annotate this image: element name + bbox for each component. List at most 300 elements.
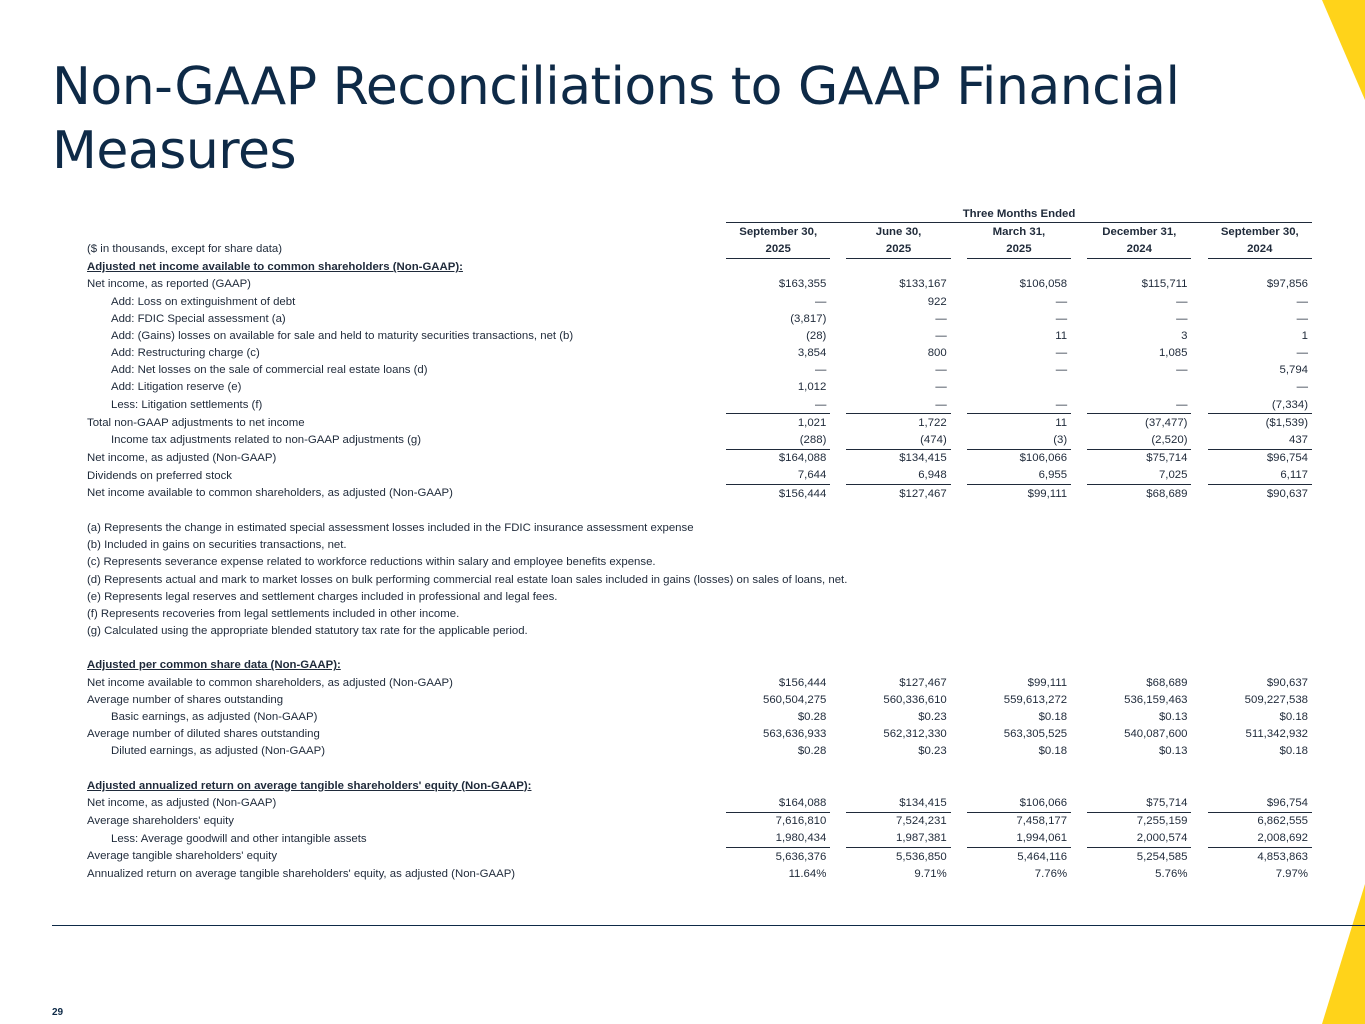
value-cell: $0.28 [797,711,827,724]
table-row [84,276,1312,293]
column-gap [830,467,846,485]
units-label: ($ in thousands, except for share data) [87,243,283,256]
table-row [84,449,1312,467]
page-number: 29 [52,1007,64,1018]
column-gap [830,240,846,258]
column-gap [1191,743,1207,760]
yellow-accent-bottom [1322,884,1365,1024]
value-cell: 5.76% [1155,867,1188,880]
footer-rule [52,925,1365,926]
row-label: Add: Litigation reserve (e) [111,381,242,394]
value-cell: 6,862,555 [1257,815,1308,828]
value-cell: (474) [846,431,950,449]
row-label: Add: Net losses on the sale of commercial real estate loans (d) [111,364,428,377]
column-gap [951,847,967,865]
value-cell: 7,025 [1087,467,1191,485]
value-cell: $0.23 [918,711,947,724]
column-gap [1071,431,1087,449]
value-cell: 437 [1208,431,1312,449]
reconciliation-table [84,205,1312,882]
value-cell: 5,254,585 [1136,850,1188,863]
column-gap [951,830,967,848]
row-label: Net income, as adjusted (Non-GAAP) [87,451,277,464]
row-label: Add: (Gains) losses on available for sale and held to maturity securities transactions, net (b) [111,329,574,342]
column-gap [1071,812,1087,830]
value-cell: $156,444 [778,676,827,689]
value-cell: $133,167 [899,278,947,291]
value-cell: 922 [927,295,947,308]
column-gap [830,726,846,743]
value-cell: (28) [806,329,827,342]
column-gap [951,865,967,882]
value-cell: — [1296,381,1308,394]
column-gap [1071,794,1087,812]
value-cell: $0.23 [918,745,947,758]
value-cell: 1,994,061 [967,830,1071,848]
table-row [84,327,1312,344]
column-gap [951,396,967,414]
table-row [84,726,1312,743]
value-cell: 7,616,810 [775,815,827,828]
value-cell: — [935,312,947,325]
value-cell: — [935,381,947,394]
value-cell: $68,689 [1146,487,1188,500]
section-heading-row [84,657,1312,674]
column-gap [830,414,846,432]
value-cell: — [846,396,950,414]
column-gap [951,674,967,691]
footnote: (g) Calculated using the appropriate blended statutory tax rate for the applicable period. [87,625,528,638]
value-cell: — [1055,364,1068,377]
header-spacer [84,223,726,241]
row-label: Net income, as adjusted (Non-GAAP) [87,797,277,810]
column-gap [1071,414,1087,432]
column-gap [830,743,846,760]
column-gap [1191,276,1207,293]
row-label: Basic earnings, as adjusted (Non-GAAP) [111,711,318,724]
column-gap [1071,674,1087,691]
column-gap [1191,449,1207,467]
column-gap [830,396,846,414]
value-cell: $0.18 [1038,745,1068,758]
row-label: Average number of diluted shares outstanding [87,728,320,741]
value-cell: 5,464,116 [1017,850,1068,863]
footnote-row [84,571,1312,588]
value-cell: 6,948 [846,467,950,485]
value-cell: 3,854 [797,347,827,360]
column-gap [951,431,967,449]
value-cell [967,379,1071,396]
value-cell: 7.97% [1275,867,1308,880]
column-gap [951,276,967,293]
column-gap [1071,310,1087,327]
column-gap [951,708,967,725]
table-row [84,691,1312,708]
column-gap [1191,310,1207,327]
value-cell: 11 [1055,329,1068,342]
period-month: September 30, [1220,225,1299,238]
column-gap [1071,345,1087,362]
table-row [84,293,1312,310]
value-cell: (3) [967,431,1071,449]
footnote: (e) Represents legal reserves and settlement charges included in professional and legal fees. [87,590,558,603]
value-cell: 536,159,463 [1124,693,1188,706]
value-cell: $163,355 [778,278,827,291]
column-gap [1071,726,1087,743]
value-cell: 563,636,933 [763,728,827,741]
value-cell: 6,955 [967,467,1071,485]
value-cell: $164,088 [726,794,830,812]
column-gap [1191,345,1207,362]
column-gap [1071,276,1087,293]
value-cell: — [1055,295,1068,308]
table-row [84,345,1312,362]
value-cell: $97,856 [1266,278,1308,291]
value-cell: 9.71% [914,867,947,880]
row-label: Add: FDIC Special assessment (a) [111,312,286,325]
value-cell: 1,085 [1158,347,1188,360]
period-year: 2024 [1208,240,1312,258]
value-cell: 1,987,381 [846,830,950,848]
value-cell: 559,613,272 [1003,693,1068,706]
value-cell: — [1296,347,1308,360]
value-cell: — [814,364,827,377]
value-cell: — [726,396,830,414]
table-row [84,362,1312,379]
column-gap [951,345,967,362]
value-cell: 2,008,692 [1208,830,1312,848]
column-gap [951,327,967,344]
column-gap [1191,240,1207,258]
value-cell: 5,794 [1279,364,1308,377]
spacer [84,502,1312,519]
value-cell: $0.13 [1158,745,1188,758]
column-gap [951,362,967,379]
column-gap [1191,327,1207,344]
value-cell: — [1296,312,1308,325]
value-cell: $0.18 [1279,711,1308,724]
value-cell: 509,227,538 [1244,693,1308,706]
value-cell: $96,754 [1208,794,1312,812]
value-cell: 1,012 [797,381,827,394]
value-cell: 540,087,600 [1124,728,1188,741]
value-cell [1087,379,1191,396]
row-label: Average number of shares outstanding [87,693,284,706]
column-gap [830,794,846,812]
column-gap [1071,379,1087,396]
table-row [84,794,1312,812]
column-gap [830,830,846,848]
column-gap [830,379,846,396]
column-gap [951,691,967,708]
column-gap [830,276,846,293]
value-cell: 5,636,376 [775,850,827,863]
value-cell: — [1087,396,1191,414]
row-label: Net income, as reported (GAAP) [87,278,251,291]
table-row [84,865,1312,882]
spacer [84,640,1312,657]
section-heading-row [84,777,1312,794]
value-cell: 7,644 [726,467,830,485]
column-gap [1071,223,1087,241]
column-gap [1191,396,1207,414]
page-title: Non-GAAP Reconciliations to GAAP Financial Measures [52,57,1180,181]
column-gap [1191,726,1207,743]
value-cell: (3,817) [790,312,827,325]
table-row [84,674,1312,691]
row-label: Less: Litigation settlements (f) [111,398,263,411]
table-row [84,830,1312,848]
value-cell: — [1055,347,1068,360]
column-gap [1071,830,1087,848]
value-cell: 11.64% [788,867,827,880]
value-cell: $134,415 [899,452,947,465]
value-cell: — [1176,364,1188,377]
value-cell: 563,305,525 [1003,728,1068,741]
column-gap [1191,431,1207,449]
column-gap [1191,708,1207,725]
footnote: (d) Represents actual and mark to market losses on bulk performing commercial real estate loan sales included in gains (losses) on sales of loans, net. [87,573,848,586]
column-gap [951,240,967,258]
value-cell: 560,504,275 [763,693,827,706]
value-cell: $106,066 [967,794,1071,812]
value-cell: 6,117 [1208,467,1312,485]
value-cell: $156,444 [778,487,827,500]
period-year: 2025 [726,240,830,258]
section-heading: Adjusted per common share data (Non-GAAP): [87,659,341,672]
value-cell: $75,714 [1146,452,1188,465]
column-gap [1191,293,1207,310]
row-label: Annualized return on average tangible shareholders' equity, as adjusted (Non-GAAP) [87,867,516,880]
period-month: December 31, [1102,225,1177,238]
value-cell: $127,467 [899,676,947,689]
row-label: Net income available to common shareholders, as adjusted (Non-GAAP) [87,487,453,500]
column-gap [830,362,846,379]
value-cell: ($1,539) [1265,416,1308,429]
value-cell: 7,458,177 [1016,815,1068,828]
spacer-row [84,640,1312,657]
row-label: Total non-GAAP adjustments to net income [87,416,305,429]
row-label: Average tangible shareholders' equity [87,850,278,863]
table-row [84,431,1312,449]
column-gap [951,794,967,812]
value-cell: $106,066 [1019,452,1068,465]
footnote: (b) Included in gains on securities transactions, net. [87,539,347,552]
footnote-row [84,519,1312,536]
table-row [84,485,1312,503]
table-row [84,414,1312,432]
footnote-row [84,537,1312,554]
section-heading: Adjusted annualized return on average tangible shareholders' equity (Non-GAAP): [87,779,532,792]
value-cell: — [814,295,827,308]
table-row [84,847,1312,865]
header-spacer [84,205,726,223]
column-gap [1191,414,1207,432]
column-gap [1191,379,1207,396]
column-gap [1071,743,1087,760]
value-cell: 7,255,159 [1136,815,1188,828]
column-gap [1191,691,1207,708]
column-gap [951,812,967,830]
header-year-row [84,240,1312,258]
table-row [84,396,1312,414]
value-cell: — [1055,398,1068,411]
value-cell: — [1055,312,1068,325]
value-cell: — [935,364,947,377]
column-gap [830,345,846,362]
yellow-accent-top [1322,0,1365,100]
value-cell: 7,524,231 [896,815,947,828]
value-cell: 1,722 [918,416,947,429]
column-gap [1191,847,1207,865]
column-gap [830,293,846,310]
period-year: 2024 [1087,240,1191,258]
column-gap [1191,812,1207,830]
column-gap [830,223,846,241]
value-cell: (7,334) [1208,396,1312,414]
column-gap [1071,691,1087,708]
column-gap [830,310,846,327]
value-cell: $96,754 [1266,452,1308,465]
value-cell: $68,689 [1146,676,1188,689]
row-label: Dividends on preferred stock [87,469,232,482]
value-cell: $164,088 [778,452,827,465]
column-gap [1191,223,1207,241]
column-gap [951,485,967,503]
value-cell: (37,477) [1145,416,1188,429]
spacer-row [84,760,1312,777]
column-gap [1071,293,1087,310]
column-gap [1071,708,1087,725]
value-cell: 560,336,610 [883,693,947,706]
value-cell: 7.76% [1034,867,1068,880]
footnote-row [84,554,1312,571]
row-label: Less: Average goodwill and other intangible assets [111,832,367,845]
column-gap [1071,240,1087,258]
value-cell: $90,637 [1266,676,1308,689]
value-cell: 562,312,330 [883,728,947,741]
table-row [84,708,1312,725]
column-gap [951,467,967,485]
column-gap [830,449,846,467]
column-gap [830,708,846,725]
row-label: Net income available to common shareholders, as adjusted (Non-GAAP) [87,676,453,689]
column-gap [1191,865,1207,882]
value-cell: 3 [1181,329,1188,342]
value-cell: $0.18 [1279,745,1308,758]
column-gap [1191,362,1207,379]
footnote: (f) Represents recoveries from legal settlements included in other income. [87,607,460,620]
column-gap [830,431,846,449]
column-gap [1191,830,1207,848]
table-row [84,743,1312,760]
column-gap [1191,794,1207,812]
footnote: (a) Represents the change in estimated special assessment losses included in the FDIC insurance assessment expense [87,521,694,534]
spacer-row [84,502,1312,519]
value-cell: $90,637 [1266,487,1308,500]
value-cell: $106,058 [1019,278,1068,291]
header-group-row [84,205,1312,223]
value-cell: 11 [967,414,1071,432]
value-cell: — [1296,295,1308,308]
column-gap [1071,449,1087,467]
column-gap [1191,467,1207,485]
value-cell: $134,415 [846,794,950,812]
row-label: Income tax adjustments related to non-GAAP adjustments (g) [111,434,422,447]
value-cell: — [935,329,947,342]
column-gap [951,310,967,327]
column-gap [830,847,846,865]
column-gap [1071,485,1087,503]
value-cell: (288) [726,431,830,449]
row-label: Add: Restructuring charge (c) [111,347,260,360]
group-label: Three Months Ended [726,205,1312,223]
footnote-row [84,623,1312,640]
column-gap [951,293,967,310]
value-cell: $75,714 [1087,794,1191,812]
column-gap [1071,467,1087,485]
column-gap [1071,396,1087,414]
footnote-row [84,588,1312,605]
value-cell: 1 [1301,329,1308,342]
value-cell: $99,111 [1027,676,1068,689]
value-cell: $99,111 [1027,487,1068,500]
value-cell: 4,853,863 [1257,850,1308,863]
table-row [84,812,1312,830]
section-heading: Adjusted net income available to common shareholders (Non-GAAP): [87,261,463,274]
column-gap [830,691,846,708]
footnote-row [84,605,1312,622]
value-cell: 800 [927,347,947,360]
value-cell: $0.28 [797,745,827,758]
column-gap [1191,485,1207,503]
value-cell: $115,711 [1141,278,1188,291]
value-cell: $0.13 [1158,711,1188,724]
value-cell: (2,520) [1087,431,1191,449]
column-gap [951,743,967,760]
column-gap [1191,674,1207,691]
value-cell: — [1176,312,1188,325]
section-heading-row [84,258,1312,276]
period-month: June 30, [875,225,922,238]
row-label: Add: Loss on extinguishment of debt [111,295,296,308]
row-label: Diluted earnings, as adjusted (Non-GAAP) [111,745,325,758]
column-gap [830,865,846,882]
table-row [84,467,1312,485]
footnote: (c) Represents severance expense related to workforce reductions within salary and employee benefits expense. [87,556,656,569]
value-cell: 511,342,932 [1245,728,1308,741]
column-gap [1071,362,1087,379]
column-gap [830,812,846,830]
column-gap [951,449,967,467]
value-cell: — [1176,295,1188,308]
period-year: 2025 [967,240,1071,258]
column-gap [1071,847,1087,865]
period-month: March 31, [992,225,1046,238]
column-gap [830,674,846,691]
column-gap [830,327,846,344]
period-year: 2025 [846,240,950,258]
column-gap [830,485,846,503]
column-gap [951,379,967,396]
header-month-row [84,223,1312,241]
period-month: September 30, [739,225,818,238]
value-cell: $127,467 [899,487,947,500]
value-cell: $0.18 [1038,711,1068,724]
row-label: Average shareholders' equity [87,814,234,827]
column-gap [1071,327,1087,344]
column-gap [951,414,967,432]
